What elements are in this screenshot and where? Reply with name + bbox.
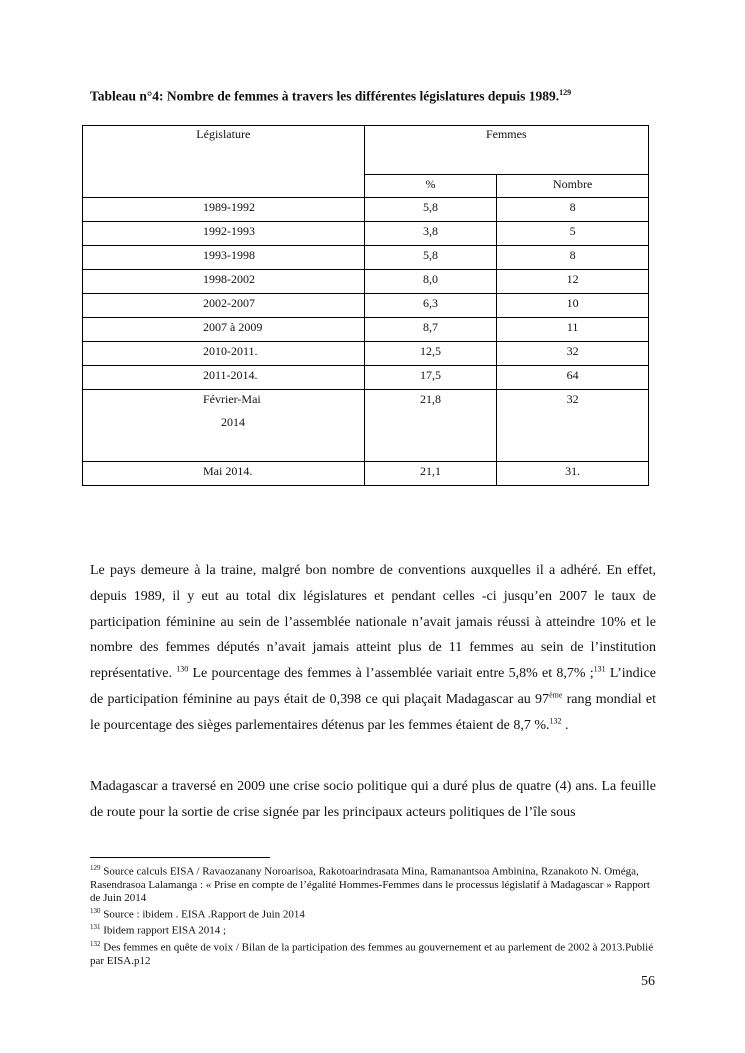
ordinal-suffix: ème [549, 690, 563, 700]
footnote-131: $^{131}$ Ibidem rapport EISA 2014 ; [90, 923, 227, 937]
cell-legislature: Mai 2014. [83, 462, 365, 486]
table-row [83, 366, 649, 390]
table-title [90, 88, 571, 105]
footnote-129: $^{129}$ Source calculs EISA / Ravaozanany Noroarisoa, Rakotoarindrasata Mina, Ramanantsoa Ambinina, Rzanakoto N. Oméga, Rasendrasoa Lalamanga : « Prise en compte de l’égalité Hommes-Femmes dans le processus législatif à Madagascar » Rapport de Juin 2014 [90, 864, 650, 904]
table-row [83, 246, 649, 270]
footnotes [90, 862, 656, 968]
footnote-ref-130: 130 [176, 664, 189, 674]
cell-nombre: 64 [497, 366, 649, 390]
table-row [83, 222, 649, 246]
legislature-line1: Février-Mai [203, 392, 261, 406]
paragraph-2: Madagascar a traversé en 2009 une crise socio politique qui a duré plus de quatre (4) ans. La feuille de route pour la sortie de crise signée par les principaux acteurs politiques de l’île sous [90, 779, 656, 820]
table-row [83, 198, 649, 222]
cell-legislature: 1992-1993 [83, 222, 365, 246]
table-row [83, 342, 649, 366]
cell-percent: 21,1 [364, 462, 497, 486]
cell-legislature: 1993-1998 [83, 246, 365, 270]
table-row [83, 294, 649, 318]
footnote-130: $^{130}$ Source : ibidem . EISA .Rapport de Juin 2014 [90, 906, 305, 921]
cell-legislature: 2010-2011. [83, 342, 365, 366]
legislature-table [82, 125, 649, 486]
cell-legislature [83, 390, 365, 462]
cell-legislature: 1989-1992 [83, 198, 365, 222]
cell-percent: 6,3 [364, 294, 497, 318]
cell-nombre: 31. [497, 462, 649, 486]
table-row [83, 318, 649, 342]
cell-legislature: 1998-2002 [83, 270, 365, 294]
page-number: 56 [641, 974, 655, 989]
header-femmes: Femmes [364, 126, 648, 175]
table-row [83, 390, 649, 462]
cell-nombre: 32 [497, 390, 649, 462]
cell-legislature: 2007 à 2009 [83, 318, 365, 342]
header-legislature: Législature [83, 126, 365, 198]
footnote-ref-132: 132 [549, 716, 562, 726]
cell-nombre: 5 [497, 222, 649, 246]
footnote-ref-131: 131 [593, 664, 606, 674]
cell-percent: 5,8 [364, 198, 497, 222]
paragraph-1: Le pays demeure à la traine, malgré bon nombre de conventions auxquelles il a adhéré. En effet, depuis 1989, il y eut au total dix législatures et pendant celles -ci jusqu’en 2007 le taux de participation féminine au sein de l’assemblée nationale n’avait jamais réussi à atteindre 10% et le nombre des femmes députés n’avait jamais atteint plus de 11 femmes au sein de l’institution représentative. $^{130}$ Le pourcentage des femmes à l’assemblée variait entre 5,8% et 8,7% ;$^{131}$ L’indice de participation féminine au pays était de 0,398 ce qui plaçait Madagascar au 97ème rang mondial et le pourcentage des sièges parlementaires détenus par les femmes étaient de 8,7 %.$^{132}$ . [90, 563, 656, 733]
table-title-text: Tableau n°4: Nombre de femmes à travers les différentes législatures depuis 1989. [90, 88, 560, 104]
cell-percent: 12,5 [364, 342, 497, 366]
cell-percent: 17,5 [364, 366, 497, 390]
cell-nombre: 12 [497, 270, 649, 294]
cell-nombre: 8 [497, 246, 649, 270]
cell-percent: 3,8 [364, 222, 497, 246]
cell-percent: 21,8 [364, 390, 497, 462]
cell-percent: 8,0 [364, 270, 497, 294]
cell-legislature: 2002-2007 [83, 294, 365, 318]
footnote-132: $^{132}$ Des femmes en quête de voix / Bilan de la participation des femmes au gouvernement et au parlement de 2002 à 2013.Publié par EISA.p12 [90, 939, 654, 967]
legislature-line2: 2014 [221, 415, 245, 429]
cell-nombre: 10 [497, 294, 649, 318]
footnote-ref-129: 129 [559, 88, 572, 97]
cell-nombre: 11 [497, 318, 649, 342]
cell-nombre: 32 [497, 342, 649, 366]
header-percent: % [364, 175, 497, 198]
cell-percent: 5,8 [364, 246, 497, 270]
table-row [83, 270, 649, 294]
cell-nombre: 8 [497, 198, 649, 222]
footnote-separator [90, 857, 270, 858]
cell-percent: 8,7 [364, 318, 497, 342]
table-row [83, 462, 649, 486]
header-nombre: Nombre [497, 175, 649, 198]
cell-legislature: 2011-2014. [83, 366, 365, 390]
